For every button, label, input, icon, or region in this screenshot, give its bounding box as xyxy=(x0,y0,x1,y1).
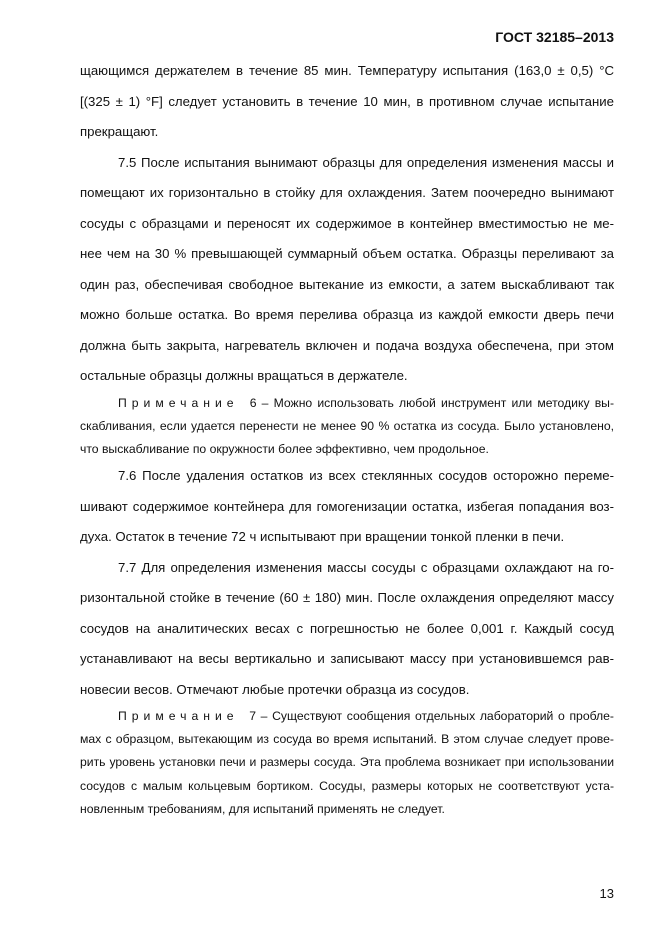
text-line: сосудов на аналитических весах с погрешностью не более 0,001 г. Каждый сосуд xyxy=(80,620,614,636)
note-text: – Можно использовать любой инструмент или методику вы- xyxy=(256,395,614,410)
text-line: новленным требованиям, для испытаний применять не следует. xyxy=(80,801,445,816)
document-header: ГОСТ 32185–2013 xyxy=(495,29,614,45)
note-label: Примечание xyxy=(118,395,239,410)
text-line: остальные образцы должны вращаться в держателе. xyxy=(80,368,408,383)
note-number: 6 xyxy=(244,395,257,410)
paragraph xyxy=(80,461,614,553)
paragraph xyxy=(80,56,614,148)
text-line: помещают их горизонтально в стойку для охлаждения. Затем поочередно вынимают xyxy=(80,185,614,200)
text-line: скабливания, если удается перенести не менее 90 % остатка из сосуда. Было установлено, xyxy=(80,418,614,433)
text-line: нее чем на 30 % превышающей суммарный объем остатка. Образцы переливают за xyxy=(80,246,614,261)
text-line: [(325 ± 1) °F] следует установить в течение 10 мин, в противном случае испытание xyxy=(80,93,614,109)
text-line: рить уровень установки печи и размеры сосуда. Эта проблема возникает при использовании xyxy=(80,755,614,770)
text-line: устанавливают на весы вертикально и записывают массу при установившемся рав- xyxy=(80,651,614,667)
note-block xyxy=(80,392,614,462)
text-line: мах с образцом, вытекающим из сосуда во время испытаний. В этом случае следует прове- xyxy=(80,732,614,747)
page-number: 13 xyxy=(599,886,614,901)
text-line: щающимся держателем в течение 85 мин. Температуру испытания (163,0 ± 0,5) °С xyxy=(80,63,614,78)
text-line: 7.7 Для определения изменения массы сосуды с образцами охлаждают на го- xyxy=(118,559,614,575)
text-line: духа. Остаток в течение 72 ч испытывают при вращении тонкой пленки в печи. xyxy=(80,529,565,545)
text-line: что выскабливание по окружности более эффективно, чем продольное. xyxy=(80,441,489,456)
paragraph xyxy=(80,553,614,706)
text-line: прекращают. xyxy=(80,124,159,139)
text-line: шивают содержимое контейнера для гомогенизации остатка, избегая попадания воз- xyxy=(80,498,614,514)
note-block xyxy=(80,705,614,821)
paragraph xyxy=(80,148,614,392)
text-line xyxy=(80,705,614,728)
page-body xyxy=(80,56,614,821)
text-line: ризонтальной стойке в течение (60 ± 180) мин. После охлаждения определяют массу xyxy=(80,590,614,606)
note-number: 7 xyxy=(244,709,256,724)
text-line: новесии весов. Отмечают любые протечки образца из сосудов. xyxy=(80,681,470,697)
note-text: – Существуют сообщения отдельных лабораторий о пробле- xyxy=(255,709,614,724)
text-line: 7.6 После удаления остатков из всех стеклянных сосудов осторожно переме- xyxy=(118,468,614,484)
text-line: 7.5 После испытания вынимают образцы для определения изменения массы и xyxy=(118,154,614,170)
text-line: можно больше остатка. Во время перелива образца из каждой емкости дверь печи xyxy=(80,307,614,322)
text-line: должна быть закрыта, нагреватель включен и подача воздуха обеспечена, при этом xyxy=(80,337,614,353)
note-label: Примечание xyxy=(118,709,239,724)
text-line: сосудов с малым кольцевым бортиком. Сосуды, размеры которых не соответствуют уста- xyxy=(80,778,614,793)
text-line xyxy=(80,392,614,415)
text-line: сосуды с образцами и переносят их содержимое в контейнер вместимостью не ме- xyxy=(80,215,614,231)
text-line: один раз, обеспечивая свободное вытекание из емкости, а затем выскабливают так xyxy=(80,276,614,292)
